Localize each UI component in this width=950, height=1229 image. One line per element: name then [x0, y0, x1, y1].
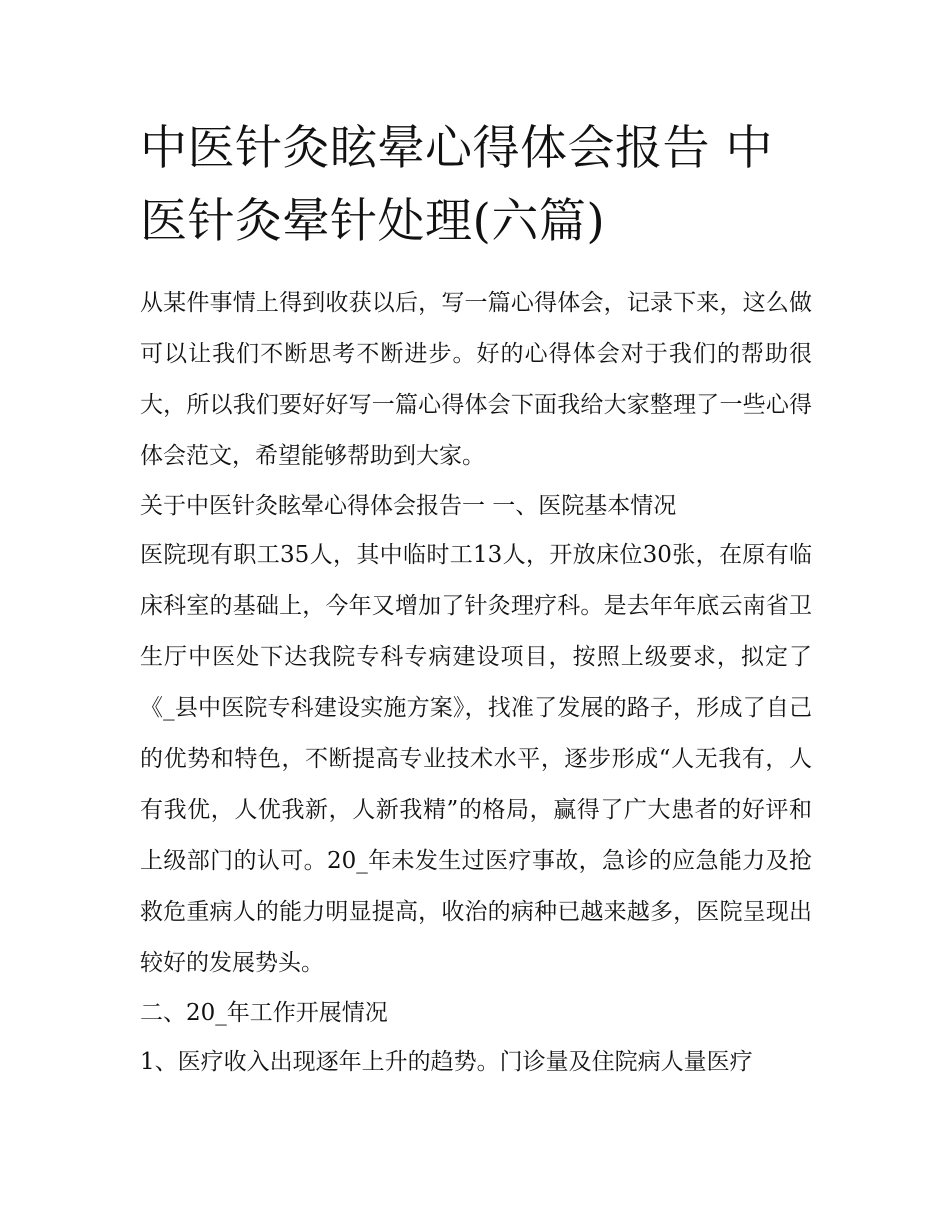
section-heading-work-progress: 二、20_年工作开展情况: [140, 1000, 388, 1026]
hospital-overview-paragraph: 医院现有职工35人，其中临时工13人，开放床位30张，在原有临床科室的基础上，今年又增加了针灸理疗科。是去年年底云南省卫生厅中医处下达我院专科专病建设项目，按照上级要求，拟定了《_县中医院专科建设实施方案》，找准了发展的路子，形成了自己的优势和特色，不断提高专业技术水平，逐步形成“人无我有，人有我优，人优我新，人新我精”的格局，赢得了广大患者的好评和上级部门的认可。20_年未发生过医疗事故，急诊的应急能力及抢救危重病人的能力明显提高，收治的病种已越来越多，医院呈现出较好的发展势头。: [140, 542, 812, 976]
intro-paragraph: 从某件事情上得到收获以后，写一篇心得体会，记录下来，这么做可以让我们不断思考不断进步。好的心得体会对于我们的帮助很大，所以我们要好好写一篇心得体会下面我给大家整理了一些心得体会范文，希望能够帮助到大家。: [140, 290, 812, 469]
section-heading-report-one: 关于中医针灸眩晕心得体会报告一 一、医院基本情况: [140, 493, 677, 519]
medical-income-paragraph: 1、医疗收入出现逐年上升的趋势。门诊量及住院病人量医疗: [140, 1049, 753, 1075]
document-body: [140, 278, 812, 1088]
document-title: 中医针灸眩晕心得体会报告 中医针灸晕针处理(六篇): [140, 121, 773, 249]
